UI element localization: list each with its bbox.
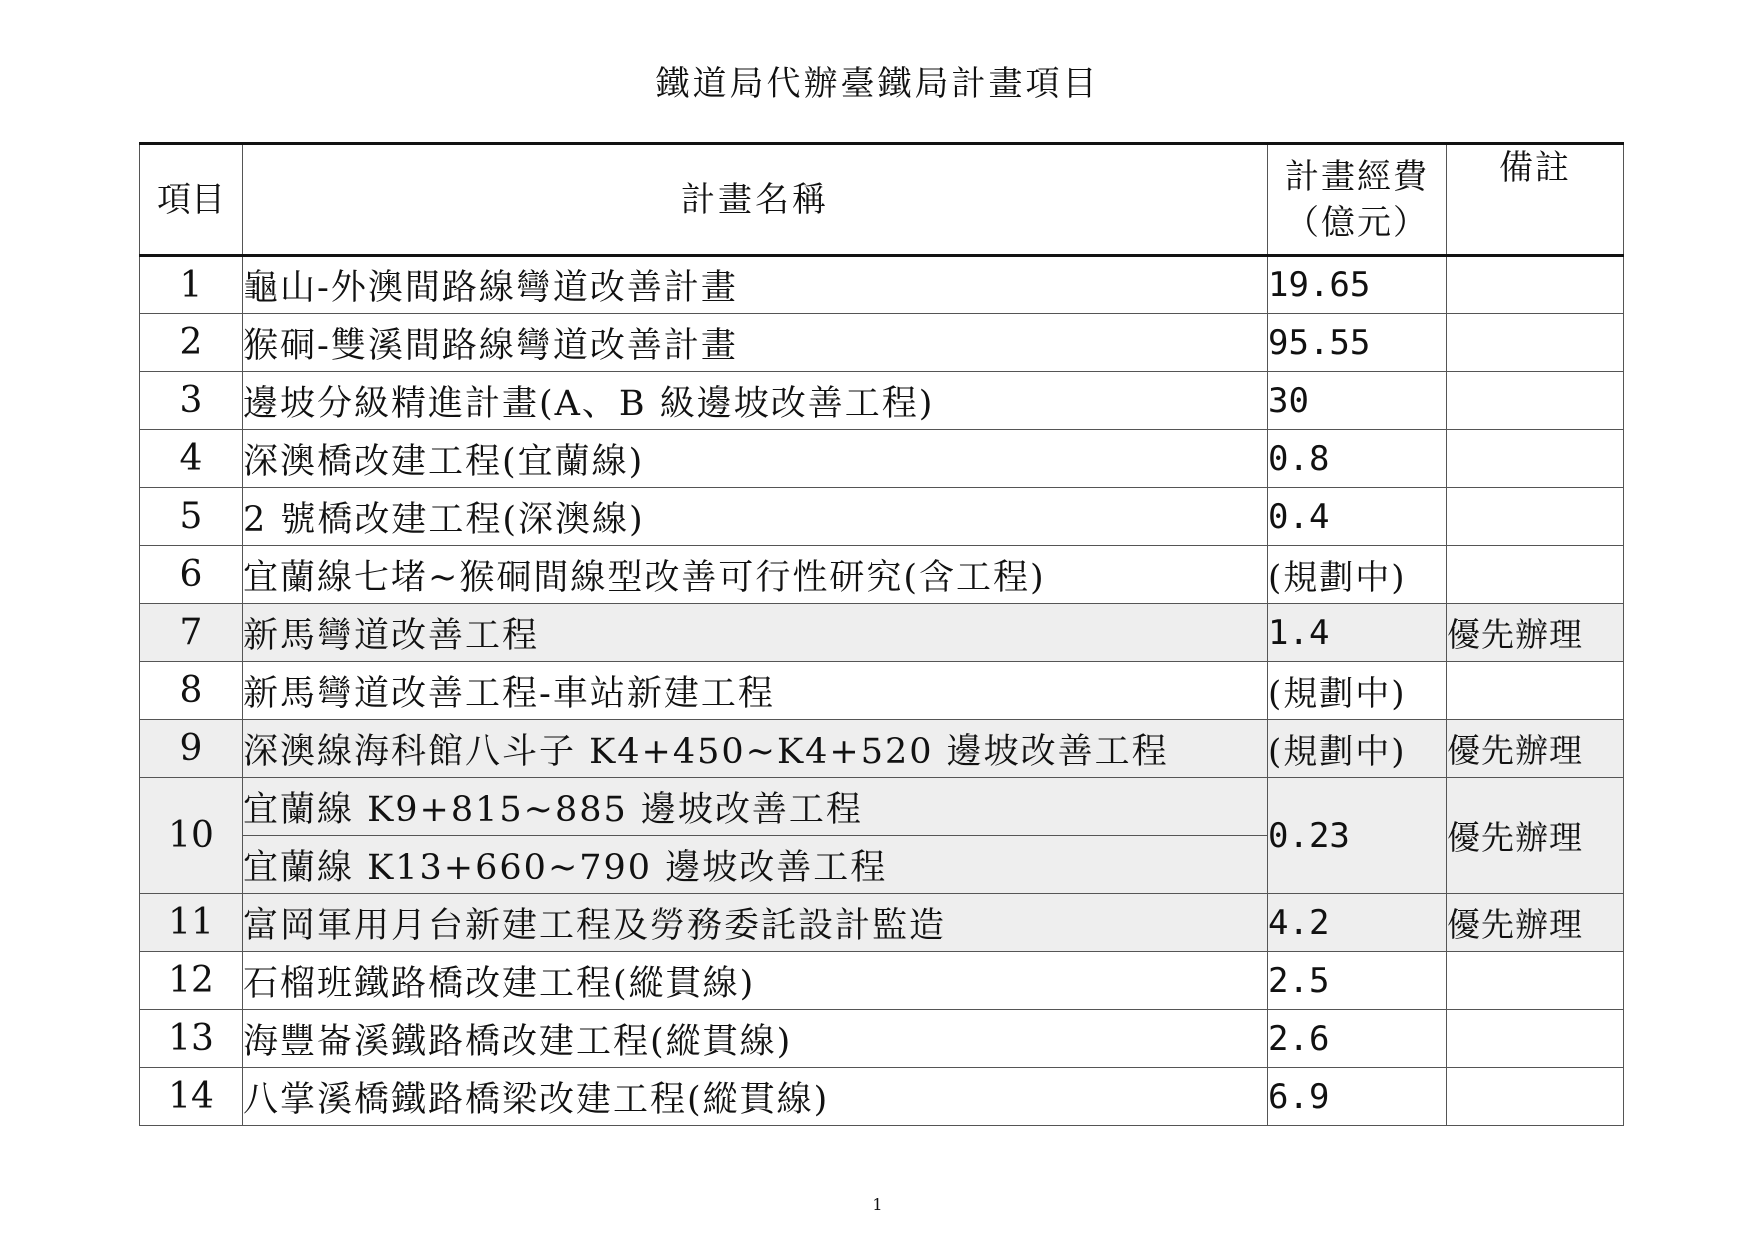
table-row	[140, 488, 1624, 546]
row-item-no: 6	[140, 546, 243, 604]
document-title: 鐵道局代辦臺鐵局計畫項目	[655, 64, 1100, 104]
row-plan-name: 深澳線海科館八斗子 K4+450~K4+520 邊坡改善工程	[243, 720, 1268, 778]
row-remark	[1447, 314, 1624, 372]
table-row	[140, 952, 1624, 1010]
row-plan-name: 海豐崙溪鐵路橋改建工程(縱貫線)	[243, 1010, 1268, 1068]
header-plan-budget-label: 計畫經費	[1285, 156, 1429, 197]
header-item-no: 項目	[140, 144, 243, 256]
table-row	[140, 1010, 1624, 1068]
row-budget: 19.65	[1268, 256, 1447, 314]
row-item-no: 14	[140, 1068, 243, 1126]
row-plan-name: 邊坡分級精進計畫(A、B 級邊坡改善工程)	[243, 372, 1268, 430]
table-row-priority	[140, 604, 1624, 662]
row-budget: 2.6	[1268, 1010, 1447, 1068]
row-item-no: 11	[140, 894, 243, 952]
header-plan-budget-unit: （億元）	[1285, 202, 1429, 243]
row-remark	[1447, 952, 1624, 1010]
row-item-no: 13	[140, 1010, 243, 1068]
row-remark: 優先辦理	[1447, 894, 1624, 952]
row-remark	[1447, 1010, 1624, 1068]
row-plan-name: 宜蘭線七堵~猴硐間線型改善可行性研究(含工程)	[243, 546, 1268, 604]
header-remarks: 備註	[1447, 144, 1624, 256]
row-item-no: 7	[140, 604, 243, 662]
table-row	[140, 256, 1624, 314]
table-body	[140, 256, 1624, 1126]
table-row	[140, 1068, 1624, 1126]
row-plan-name: 新馬彎道改善工程-車站新建工程	[243, 662, 1268, 720]
row-budget: (規劃中)	[1268, 662, 1447, 720]
plan-table	[139, 142, 1624, 1126]
row-budget: (規劃中)	[1268, 720, 1447, 778]
row-remark	[1447, 430, 1624, 488]
row-plan-name: 新馬彎道改善工程	[243, 604, 1268, 662]
row-remark	[1447, 488, 1624, 546]
row-budget: (規劃中)	[1268, 546, 1447, 604]
row-budget: 4.2	[1268, 894, 1447, 952]
table-row	[140, 372, 1624, 430]
table-row-priority	[140, 720, 1624, 778]
row-item-no: 9	[140, 720, 243, 778]
table-row-priority	[140, 778, 1624, 836]
row-plan-name: 宜蘭線 K9+815~885 邊坡改善工程	[243, 778, 1268, 836]
row-item-no: 10	[140, 778, 243, 894]
table-header	[140, 144, 1624, 256]
row-item-no: 1	[140, 256, 243, 314]
row-plan-name: 猴硐-雙溪間路線彎道改善計畫	[243, 314, 1268, 372]
row-budget: 2.5	[1268, 952, 1447, 1010]
table-row	[140, 314, 1624, 372]
header-row	[140, 144, 1624, 256]
row-remark	[1447, 256, 1624, 314]
row-remark	[1447, 546, 1624, 604]
table-row-priority	[140, 894, 1624, 952]
row-plan-name: 2 號橋改建工程(深澳線)	[243, 488, 1268, 546]
row-plan-name: 富岡軍用月台新建工程及勞務委託設計監造	[243, 894, 1268, 952]
row-budget: 6.9	[1268, 1068, 1447, 1126]
row-plan-name: 龜山-外澳間路線彎道改善計畫	[243, 256, 1268, 314]
row-remark	[1447, 1068, 1624, 1126]
row-remark: 優先辦理	[1447, 604, 1624, 662]
row-item-no: 8	[140, 662, 243, 720]
table-row	[140, 430, 1624, 488]
row-remark	[1447, 372, 1624, 430]
row-plan-name: 八掌溪橋鐵路橋梁改建工程(縱貫線)	[243, 1068, 1268, 1126]
row-plan-name: 石榴班鐵路橋改建工程(縱貫線)	[243, 952, 1268, 1010]
table-row	[140, 546, 1624, 604]
header-plan-name: 計畫名稱	[243, 144, 1268, 256]
row-remark: 優先辦理	[1447, 720, 1624, 778]
row-plan-name-secondary: 宜蘭線 K13+660~790 邊坡改善工程	[243, 836, 1268, 894]
row-item-no: 3	[140, 372, 243, 430]
row-item-no: 12	[140, 952, 243, 1010]
row-remark: 優先辦理	[1447, 778, 1624, 894]
page-number: 1	[872, 1195, 883, 1214]
row-budget: 0.4	[1268, 488, 1447, 546]
row-remark	[1447, 662, 1624, 720]
row-plan-name: 深澳橋改建工程(宜蘭線)	[243, 430, 1268, 488]
table-row	[140, 662, 1624, 720]
row-budget: 30	[1268, 372, 1447, 430]
row-budget: 95.55	[1268, 314, 1447, 372]
header-plan-budget	[1268, 144, 1447, 256]
row-budget: 1.4	[1268, 604, 1447, 662]
row-budget: 0.23	[1268, 778, 1447, 894]
row-item-no: 5	[140, 488, 243, 546]
row-budget: 0.8	[1268, 430, 1447, 488]
row-item-no: 4	[140, 430, 243, 488]
row-item-no: 2	[140, 314, 243, 372]
